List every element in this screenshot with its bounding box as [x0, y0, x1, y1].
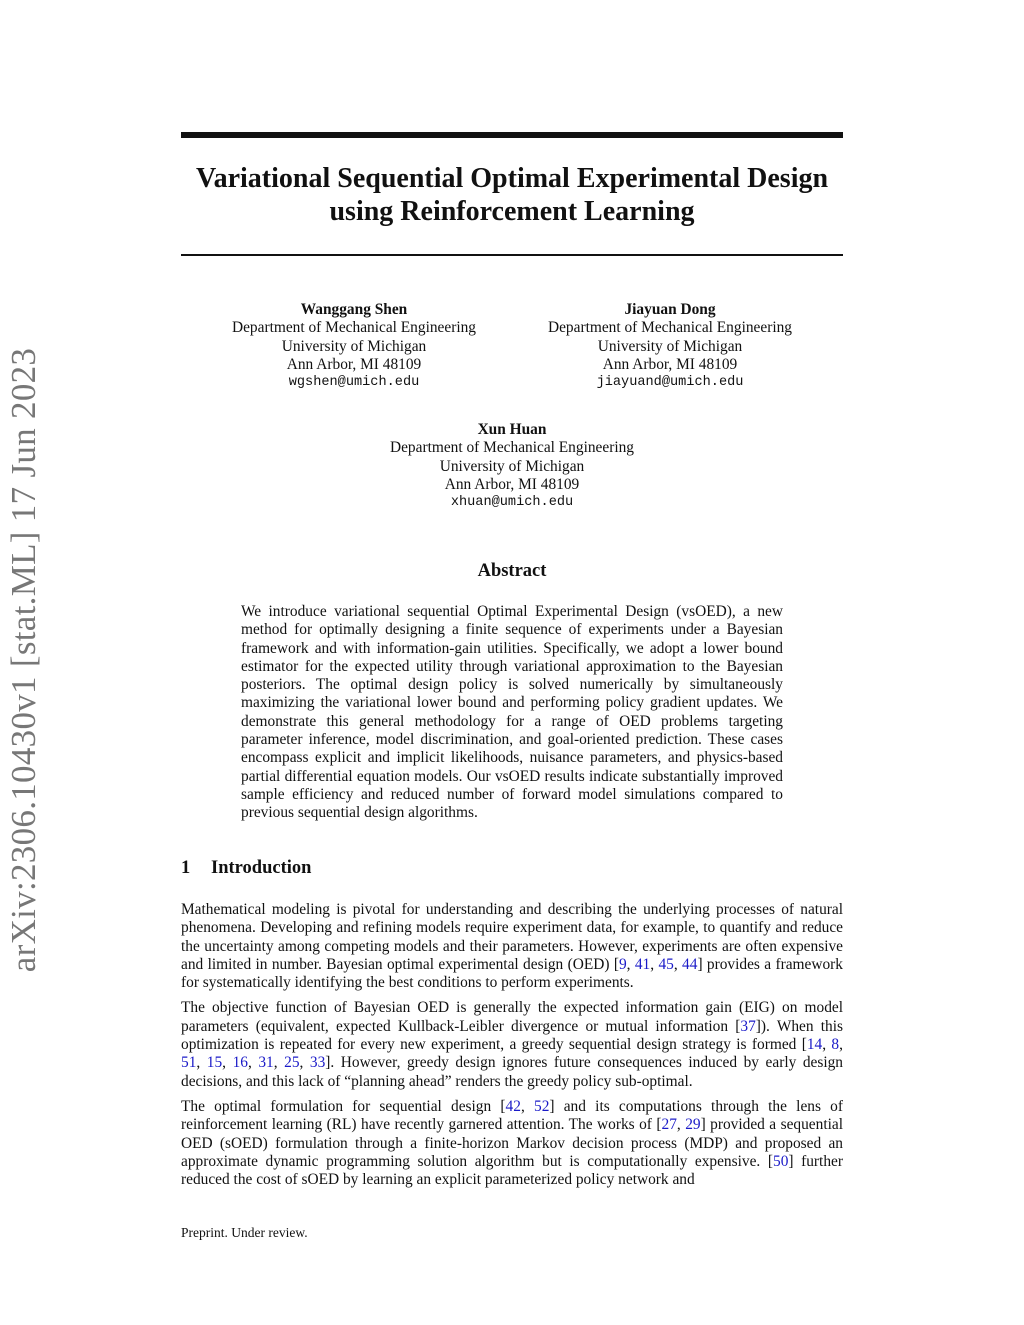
text-run: , [520, 1097, 534, 1115]
citation-link[interactable]: 33 [309, 1054, 326, 1072]
citation-link[interactable]: 31 [258, 1054, 274, 1072]
author-address: Ann Arbor, MI 48109 [444, 475, 580, 493]
citation-link[interactable]: 29 [685, 1116, 701, 1134]
text-run: , [676, 1116, 686, 1134]
section-heading [181, 858, 311, 879]
author-block [362, 421, 662, 512]
text-run: , [839, 1036, 843, 1054]
citation-link[interactable]: 27 [661, 1116, 677, 1134]
citation-link[interactable]: 37 [740, 1017, 756, 1035]
author-department: Department of Mechanical Engineering [231, 319, 476, 337]
author-address: Ann Arbor, MI 48109 [602, 355, 738, 373]
paragraph [181, 999, 843, 1090]
text-run: , [196, 1054, 207, 1072]
citation-link[interactable]: 16 [232, 1054, 248, 1072]
citation-link[interactable]: 50 [773, 1152, 789, 1170]
author-name: Xun Huan [477, 421, 547, 438]
text-run: ] further reduced the cost of sOED by learning an explicit parameterized policy network and [181, 1152, 843, 1189]
arxiv-sidebar [4, 347, 44, 973]
citation-link[interactable]: 41 [634, 955, 651, 973]
citation-link[interactable]: 45 [658, 955, 674, 973]
author-name: Wanggang Shen [300, 301, 408, 318]
paper-title [181, 162, 843, 228]
section-title: Introduction [211, 858, 312, 878]
text-run: , [626, 955, 635, 973]
text-run: , [822, 1036, 832, 1054]
citation-link[interactable]: 44 [682, 955, 698, 973]
author-email[interactable]: wgshen@umich.edu [288, 375, 420, 391]
text-run: , [673, 955, 683, 973]
author-university: University of Michigan [597, 337, 743, 355]
text-run: ]). When this optimization is repeated for every new experiment, a greedy sequential design strategy is formed [ [181, 1017, 843, 1054]
author-block [204, 301, 504, 392]
footer-note: Preprint. Under review. [181, 1225, 308, 1240]
title-rule-top [181, 132, 843, 138]
title-line-1: Variational Sequential Optimal Experimental Design [195, 163, 829, 194]
text-run: , [222, 1054, 233, 1072]
body-text [181, 901, 843, 1196]
author-email[interactable]: jiayuand@umich.edu [596, 375, 744, 391]
text-run: , [299, 1054, 310, 1072]
text-run: , [273, 1054, 285, 1072]
author-university: University of Michigan [439, 457, 585, 475]
arxiv-identifier: arXiv:2306.10430v1 [stat.ML] 17 Jun 2023 [4, 347, 43, 973]
citation-link[interactable]: 15 [206, 1054, 223, 1072]
author-name: Jiayuan Dong [624, 301, 716, 318]
title-line-2: using Reinforcement Learning [329, 196, 695, 227]
citation-link[interactable]: 42 [505, 1097, 521, 1115]
text-run: ] provided a sequential OED (sOED) formulation through a finite-horizon Markov decision process (MDP) and proposed an approximate dynamic programming solution algorithm but is computationally expensive. [ [181, 1116, 843, 1170]
text-run: , [247, 1054, 259, 1072]
citation-link[interactable]: 8 [831, 1036, 840, 1054]
author-address: Ann Arbor, MI 48109 [286, 355, 422, 373]
abstract-heading: Abstract [477, 561, 547, 581]
citation-link[interactable]: 25 [284, 1054, 300, 1072]
paragraph [181, 1098, 843, 1189]
author-university: University of Michigan [281, 337, 427, 355]
text-run: The optimal formulation for sequential design [ [181, 1097, 506, 1115]
section-number: 1 [181, 858, 191, 878]
author-department: Department of Mechanical Engineering [547, 319, 792, 337]
citation-link[interactable]: 14 [806, 1036, 823, 1054]
citation-link[interactable]: 51 [181, 1054, 197, 1072]
abstract-text: We introduce variational sequential Optimal Experimental Design (vsOED), a new method for optimally designing a finite sequence of experiments under a Bayesian framework and with information-gain utilities. Specifically, we adopt a lower bound estimator for the expected utility through variational approximation to the Bayesian posteriors. The optimal design policy is solved numerically by simultaneously maximizing the variational lower bound and performing policy gradient updates. We demonstrate this general methodology for a range of OED problems targeting parameter inference, model discrimination, and goal-oriented prediction. These cases encompass explicit and implicit likelihoods, nuisance parameters, and physics-based partial differential equation models. Our vsOED results indicate substantially improved sample efficiency and reduced number of forward model simulations compared to previous sequential design algorithms. [241, 603, 783, 822]
text-run: The objective function of Bayesian OED is generally the expected information gain (EIG) on model parameters (equivalent, expected Kullback-Leibler divergence or mutual information [ [181, 999, 843, 1035]
text-run: Mathematical modeling is pivotal for understanding and describing the underlying processes of natural phenomena. Developing and refining models require experiment data, for example, to quantify and reduce the uncertainty among competing models and their parameters. However, experiments are often expensive and limited in number. Bayesian optimal experimental design (OED) [ [181, 901, 843, 973]
paragraph [181, 901, 843, 992]
citation-link[interactable]: 52 [534, 1097, 550, 1115]
title-rule-bottom [181, 254, 843, 256]
author-block [520, 301, 820, 392]
author-email[interactable]: xhuan@umich.edu [450, 495, 574, 511]
text-run: , [650, 955, 659, 973]
author-department: Department of Mechanical Engineering [389, 439, 634, 457]
text-run: ] and its computations through the lens of reinforcement learning (RL) have recently garnered attention. The works of [ [181, 1097, 843, 1134]
text-run: ]. However, greedy design ignores future consequences induced by early design decisions, and this lack of “planning ahead” renders the greedy policy sub-optimal. [181, 1054, 844, 1090]
text-run: ] provides a framework for systematically identifying the best conditions to perform experiments. [181, 955, 843, 992]
citation-link[interactable]: 9 [618, 955, 627, 973]
